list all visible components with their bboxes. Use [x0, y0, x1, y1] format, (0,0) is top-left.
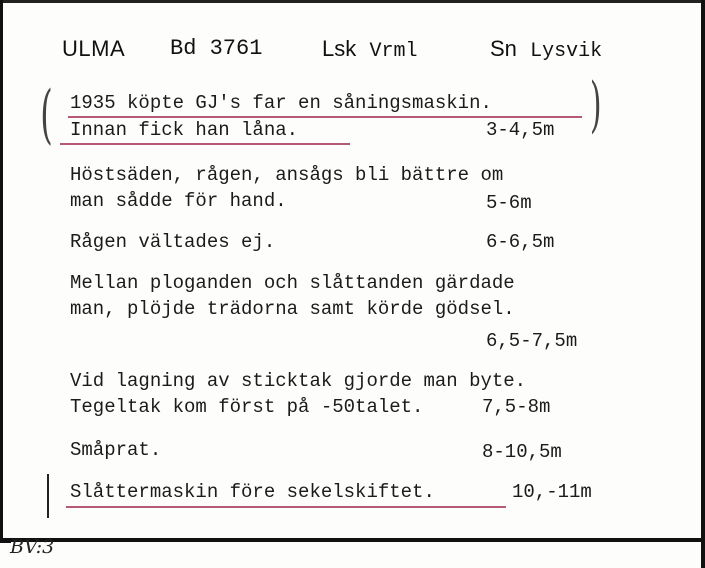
archive-label: ULMA	[62, 36, 126, 61]
entry-7-underline	[66, 506, 506, 508]
bd-label: Bd	[170, 36, 197, 61]
entry-2-line-1: Höstsäden, rågen, ansågs bli bättre om	[70, 164, 504, 186]
entry-1-measure: 3-4,5m	[486, 119, 555, 141]
sn-value: Lysvik	[530, 40, 603, 63]
entry-2-measure: 5-6m	[486, 192, 532, 214]
entry-5-line-1: Vid lagning av sticktak gjorde man byte.	[70, 370, 527, 392]
entry-5-line-2: Tegeltak kom först på -50talet.	[70, 396, 424, 418]
entry-1-underline-2	[60, 143, 350, 145]
entry-2-line-2: man sådde för hand.	[70, 190, 287, 212]
entry-1-underline-1	[68, 116, 582, 118]
entry-1-line-1: 1935 köpte GJ's far en såningsmaskin.	[70, 92, 492, 114]
bd-number: 3761	[209, 36, 263, 61]
entry-6-line-1: Småprat.	[70, 439, 162, 461]
lsk-label: Lsk	[322, 36, 357, 61]
margin-mark	[47, 474, 49, 518]
bd-field	[170, 36, 262, 61]
sn-field	[490, 36, 602, 63]
lsk-value: Vrml	[369, 40, 418, 63]
sn-label: Sn	[490, 36, 517, 61]
entry-3-line-1: Rågen vältades ej.	[70, 231, 276, 253]
entry-7-line-1: Slåttermaskin före sekelskiftet.	[70, 481, 435, 503]
entry-6-measure: 8-10,5m	[482, 441, 562, 463]
card-border-bottom	[0, 538, 705, 542]
entry-7-measure: 10,-11m	[512, 481, 592, 503]
open-parenthesis-mark: (	[40, 78, 53, 152]
handwritten-note: BV:3	[10, 536, 55, 558]
lsk-field	[322, 36, 417, 63]
card-border-right	[701, 0, 705, 568]
card-border-left	[0, 0, 11, 543]
entry-4-line-2: man, plöjde trädorna samt körde gödsel.	[70, 298, 515, 320]
close-parenthesis-mark: )	[589, 70, 602, 140]
entry-1-line-2: Innan fick han låna.	[70, 119, 299, 141]
card-border-top	[0, 0, 705, 3]
entry-4-line-1: Mellan ploganden och slåttanden gärdade	[70, 272, 515, 294]
entry-5-measure: 7,5-8m	[482, 396, 551, 418]
entry-3-measure: 6-6,5m	[486, 231, 555, 253]
entry-4-measure: 6,5-7,5m	[486, 330, 578, 352]
